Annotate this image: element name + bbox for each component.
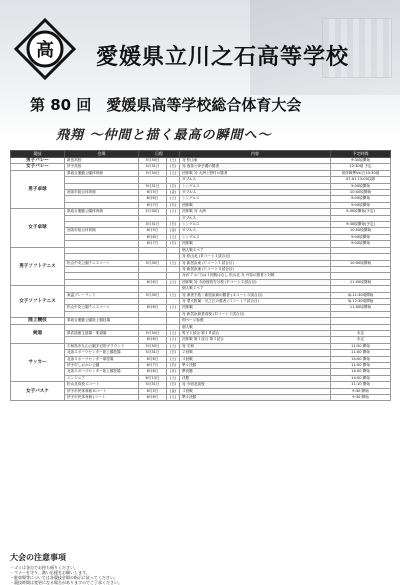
day-cell: (土) xyxy=(167,260,180,266)
table-row xyxy=(11,395,391,401)
date-cell: 5月30日 xyxy=(139,343,167,349)
sport-cell: 女子ソフトテニス xyxy=(11,286,65,318)
content-cell: 団体戦 xyxy=(180,305,331,311)
venue-cell: 県武道館主道場・柔道場 xyxy=(65,330,139,336)
content-cell: 対 今治北高校 xyxy=(180,382,331,388)
day-cell: (金) xyxy=(167,388,180,394)
content-cell: 対 西条と伊予農の勝者 xyxy=(180,164,331,170)
content-cell: ダブルス xyxy=(180,228,331,234)
day-cell: (日) xyxy=(167,202,180,208)
date-cell: 5月31日 xyxy=(139,183,167,189)
date-cell: 6月6日 xyxy=(139,395,167,401)
content-cell: 男子１試合 第１８試合 xyxy=(180,330,331,336)
content-cell: 別ページ参照 xyxy=(180,318,331,324)
venue-cell: 北条スポーツセンター球技場 xyxy=(65,356,139,362)
date-cell: 6月6日 xyxy=(139,234,167,240)
time-cell: 9:30 開始 xyxy=(331,388,391,394)
time-cell: 3J-12:30頃開始 xyxy=(331,298,391,304)
date-cell: 5月30日 xyxy=(139,330,167,336)
day-cell: (日) xyxy=(167,222,180,228)
content-cell: シングルス xyxy=(180,196,331,202)
time-cell: 9:00頃開始 xyxy=(331,196,391,202)
time-cell: 9:30頃開始(予定) xyxy=(331,222,391,228)
content-cell: シングルス xyxy=(180,183,331,189)
venue-cell: 県総合運動公園陸上競技場 xyxy=(65,318,139,324)
venue-cell: 松山中央公園テニスコート xyxy=(65,305,139,311)
day-cell: (日) xyxy=(167,363,180,369)
venue-cell: 北条スポーツセンター陸上競技場 xyxy=(65,350,139,356)
sport-cell: 女子バスケ xyxy=(11,382,65,401)
content-cell: 対(ﾀﾞﾌﾞﾙﾍﾟｱ)は１回戦はなし 松山北 対 丹原の勝者と対戦 xyxy=(180,273,331,279)
content-cell: 団体戦 第１試合 第３試合 xyxy=(180,337,331,343)
date-cell: 6月13日 xyxy=(139,375,167,381)
content-cell: 個人戦２ペア xyxy=(180,286,331,292)
content-cell: シングルス xyxy=(180,234,331,240)
content-cell: 準々決勝 xyxy=(180,395,331,401)
time-cell: 11:00 開始 xyxy=(331,343,391,349)
notes-title: 大会の注意事項 xyxy=(10,553,66,562)
date-cell: 6月6日 xyxy=(139,196,167,202)
date-cell: 5月30日 xyxy=(139,292,167,298)
content-cell: 団体戦 対 大洲 xyxy=(180,209,331,215)
day-cell: (日) xyxy=(167,382,180,388)
header-time: 予定時間 xyxy=(331,151,391,158)
time-cell: 9:30頃開始 xyxy=(331,158,391,164)
date-cell: 5月30日 xyxy=(139,260,167,266)
content-cell: 対 松山北 (Ｄコート１試合目) xyxy=(180,254,331,260)
day-cell: (土) xyxy=(167,305,180,311)
day-cell: (土) xyxy=(167,292,180,298)
date-cell: 6月6日 xyxy=(139,337,167,343)
school-crest-icon xyxy=(14,18,76,80)
content-cell: 準々決勝 xyxy=(180,363,331,369)
time-cell: 9:00頃開始 xyxy=(331,183,391,189)
venue-cell: 西条市総合体育館 xyxy=(65,228,139,234)
date-cell: 5月31日 xyxy=(139,222,167,228)
content-cell: 対 宇和 xyxy=(180,343,331,349)
header-content: 内容 xyxy=(180,151,331,158)
content-cell: 対 松山東 xyxy=(180,158,331,164)
time-cell: 14:00 開始 xyxy=(331,369,391,375)
content-cell: シングルス xyxy=(180,222,331,228)
day-cell: (日) xyxy=(167,164,180,170)
day-cell: (月) xyxy=(167,369,180,375)
content-cell: ３回戦 xyxy=(180,388,331,394)
content-cell: 団体戦 xyxy=(180,202,331,208)
content-cell: 対 津美千島・新居浜商の勝者 (４コート５試合目) xyxy=(180,292,331,298)
date-cell: 6月8日 xyxy=(139,369,167,375)
date-cell: 5月31日 xyxy=(139,382,167,388)
time-cell: 10:00頃開始 xyxy=(331,190,391,196)
date-cell: 5月30日 xyxy=(139,158,167,164)
date-cell: 6月7日 xyxy=(139,241,167,247)
date-cell: 5月30日 xyxy=(139,209,167,215)
time-cell: 未定 xyxy=(331,330,391,336)
time-cell: 9:30頃開始(予定) xyxy=(331,209,391,215)
venue-cell: 東温ブレーランド xyxy=(65,292,139,298)
svg-text:高: 高 xyxy=(36,40,54,61)
sport-cell: 剣道 xyxy=(11,324,65,343)
date-cell: 6月6日 xyxy=(139,356,167,362)
time-cell: 10:00頃開始 xyxy=(331,260,391,266)
content-cell: 対 新居浜東 (Ｃコート５試合目) xyxy=(180,266,331,272)
day-cell: (土) xyxy=(167,279,180,285)
date-cell: 6月5日 xyxy=(139,228,167,234)
date-cell: 5月30日 xyxy=(139,170,167,176)
day-cell: (金) xyxy=(167,228,180,234)
content-cell: 対 新居浜東 (Ｃコート１試合目) xyxy=(180,260,331,266)
content-cell: 個人戦 xyxy=(180,324,331,330)
content-cell: ３回戦 xyxy=(180,356,331,362)
content-cell: ２回戦 xyxy=(180,350,331,356)
content-cell: 団体戦 対 今治西伯方分校 (Ｅコート２試合目) xyxy=(180,279,331,285)
time-cell: 10:00頃開始 xyxy=(331,228,391,234)
day-cell: (土) xyxy=(167,395,180,401)
day-cell: (土) xyxy=(167,356,180,362)
day-cell: (土) xyxy=(167,337,180,343)
sport-cell: サッカー xyxy=(11,343,65,381)
time-cell: 11:10 開始 xyxy=(331,382,391,388)
date-cell: 5月31日 xyxy=(139,350,167,356)
venue-cell: 宇和島市丸山公園多目的グラウンド xyxy=(65,343,139,349)
venue-cell: 伊予市民体育館 Kコート xyxy=(65,388,139,394)
date-cell: 6月7日 xyxy=(139,363,167,369)
venue-cell: 伊予高校 xyxy=(65,164,139,170)
day-cell: (金) xyxy=(167,190,180,196)
content-cell: 団体戦 対 大洲と野村の勝者 xyxy=(180,170,331,176)
day-cell: (土) xyxy=(167,375,180,381)
header-sport: 競技 xyxy=(11,151,65,158)
content-cell: ダブルス xyxy=(180,215,331,221)
venue-cell: 県総合運動公園体育館 xyxy=(65,170,139,176)
content-cell: 準決勝 xyxy=(180,369,331,375)
day-cell: (土) xyxy=(167,209,180,215)
date-cell: 6月5日 xyxy=(139,388,167,394)
content-cell: 決勝 xyxy=(180,375,331,381)
sport-cell: 陸上競技 xyxy=(11,318,65,324)
day-cell: (日) xyxy=(167,241,180,247)
note-item: ・ 駐車場等については各競技会場の指示に従ってください。 xyxy=(10,575,390,580)
content-cell: 個人戦４ペア xyxy=(180,247,331,253)
venue-cell: 北条スポーツセンター陸上競技場 xyxy=(65,369,139,375)
day-cell: (土) xyxy=(167,330,180,336)
day-cell: (土) xyxy=(167,343,180,349)
venue-cell: 県総合運動公園体育館 xyxy=(65,209,139,215)
time-cell: 11:00頃開始 xyxy=(331,305,391,311)
slogan: 飛翔 〜仲間と描く最高の瞬間へ〜 xyxy=(56,128,272,143)
time-cell: 団体戦準Vs(日10:30頃 xyxy=(331,170,391,176)
day-cell: (日) xyxy=(167,350,180,356)
sport-cell: 男子バレー xyxy=(11,158,65,164)
time-cell: 47 A1 13:00以降 xyxy=(331,177,391,183)
time-cell: 9:00頃開始 xyxy=(331,234,391,240)
date-cell: 6月7日 xyxy=(139,202,167,208)
date-cell: 5月31日 xyxy=(139,164,167,170)
day-cell: (土) xyxy=(167,170,180,176)
time-cell: 4J-11:30頃開始 xyxy=(331,292,391,298)
sport-cell: 男子卓球 xyxy=(11,170,65,208)
notes-section xyxy=(10,552,390,585)
note-item: ・ マナーを守り、熱い応援をお願いします。 xyxy=(10,570,390,575)
time-cell: 14:00 開始 xyxy=(331,375,391,381)
venue-cell: 伊予市民体育館 Jコート xyxy=(65,395,139,401)
sport-cell: 女子バレー xyxy=(11,164,65,170)
notes-list xyxy=(10,565,390,585)
date-cell: 6月6日 xyxy=(139,305,167,311)
time-cell: 9:30 開始 xyxy=(331,395,391,401)
day-cell: (土) xyxy=(167,196,180,202)
sport-cell: 男子ソフトテニス xyxy=(11,247,65,285)
content-cell: 対 新居浜商業高校 (Ｄコート２試合目) xyxy=(180,311,331,317)
time-cell: 11:00 開始 xyxy=(331,363,391,369)
date-cell: 6月5日 xyxy=(139,190,167,196)
schedule-body xyxy=(11,158,391,401)
header-banner xyxy=(0,0,400,143)
time-cell: 12:30頃 予定 xyxy=(331,164,391,170)
time-cell: 9:00頃開始 xyxy=(331,241,391,247)
content-cell: ダブルス xyxy=(180,190,331,196)
day-cell: (土) xyxy=(167,158,180,164)
schedule-table xyxy=(10,150,391,401)
content-cell: 対 愛大附属・川之江の勝者 (３コート７試合目) xyxy=(180,298,331,304)
time-cell: 11:00 開始 xyxy=(331,350,391,356)
header-venue: 会場 xyxy=(65,151,139,158)
time-cell: 14:00 開始 xyxy=(331,356,391,362)
date-cell: 6月6日 xyxy=(139,279,167,285)
venue-cell: 伊予市しおかい公園 xyxy=(65,363,139,369)
note-item: ・ ゴミは各自でお持ち帰りください。 xyxy=(10,565,390,570)
note-item: ・ 競技時間は変更になる場合がありますのでご了承ください。 xyxy=(10,580,390,585)
venue-cell: 松山中央公園テニスコート xyxy=(65,260,139,266)
tournament-title: 第 80 回 愛媛県高等学校総合体育大会 xyxy=(30,96,302,114)
time-cell: 9:00頃開始 xyxy=(331,202,391,208)
venue-cell: ニンジニア xyxy=(65,375,139,381)
time-cell: 未定 xyxy=(331,337,391,343)
venue-cell: 松山北高校 Cコート xyxy=(65,382,139,388)
content-cell: ダブルス xyxy=(180,177,331,183)
venue-cell: 西条市総合体育館 xyxy=(65,190,139,196)
time-cell: 11:00頃開始 xyxy=(331,279,391,285)
table-header-row xyxy=(11,151,391,158)
school-name: 愛媛県立川之石高等学校 xyxy=(96,45,350,70)
header-date: 日程 xyxy=(139,151,180,158)
day-cell: (土) xyxy=(167,234,180,240)
content-cell: 団体戦 xyxy=(180,241,331,247)
day-cell: (日) xyxy=(167,183,180,189)
sport-cell: 女子卓球 xyxy=(11,209,65,247)
venue-cell: 新田高校 xyxy=(65,158,139,164)
